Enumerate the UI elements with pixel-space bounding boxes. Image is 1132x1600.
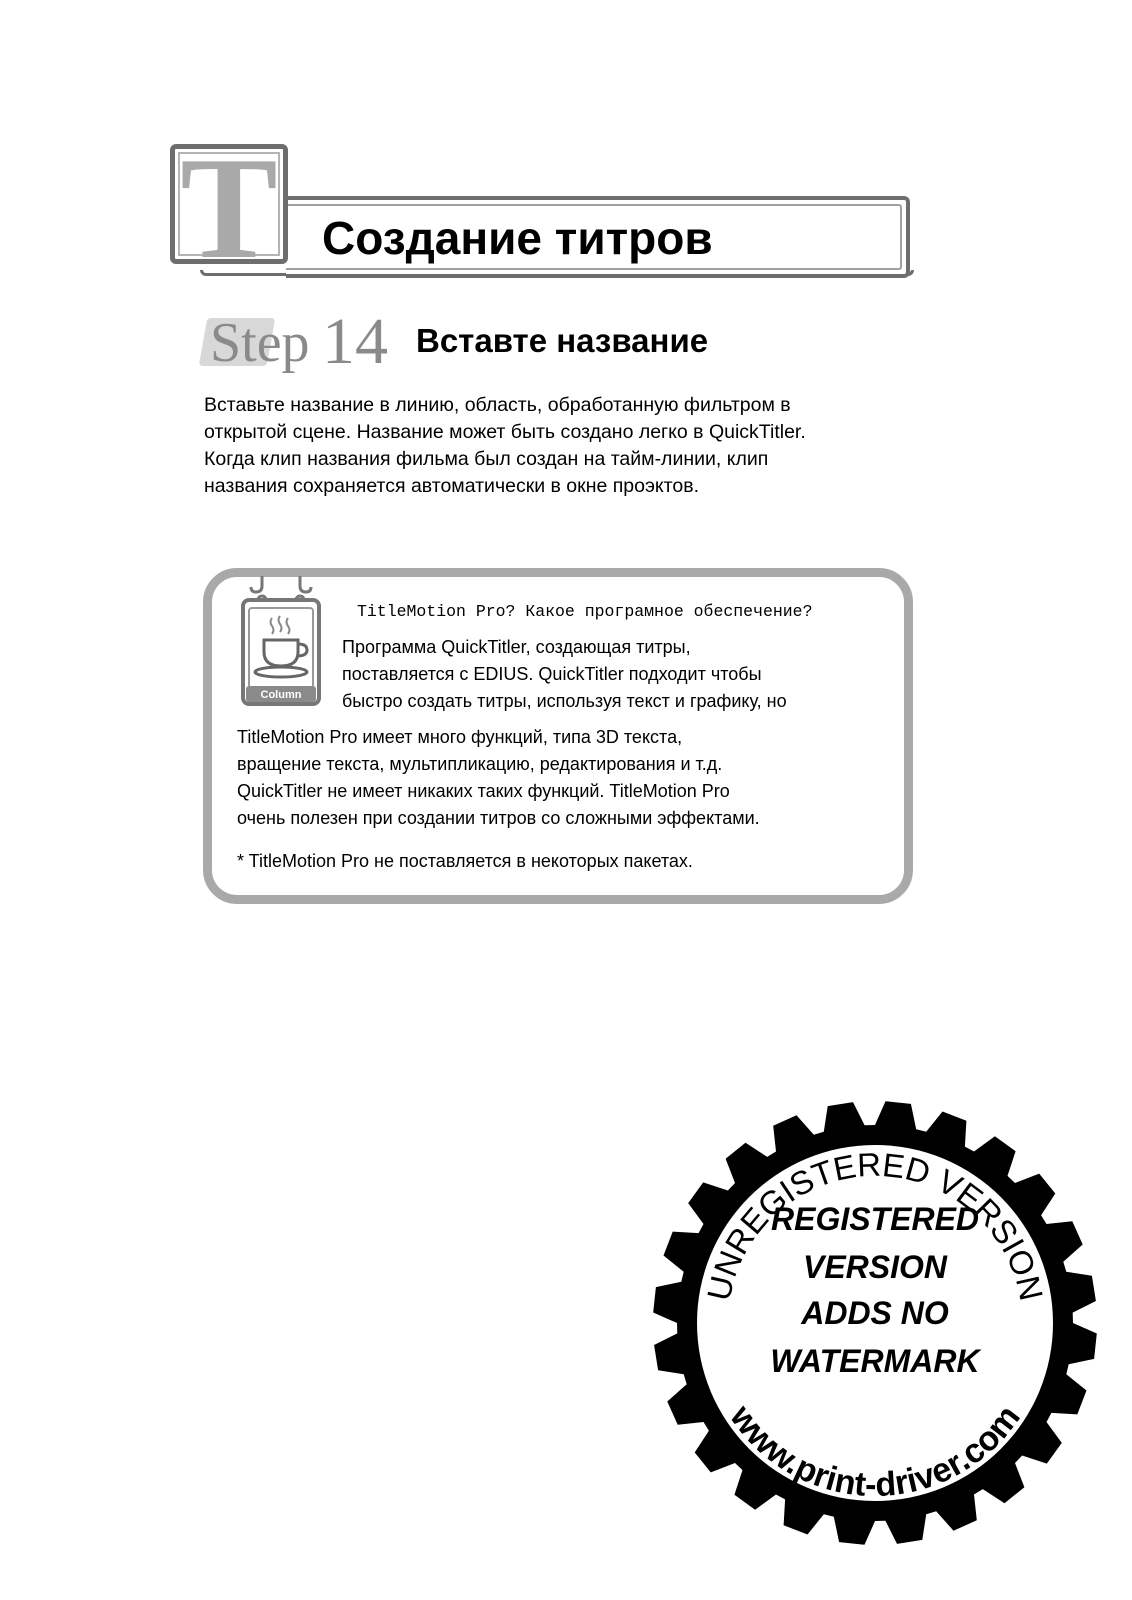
intro-line: Вставьте название в линию, область, обработанную фильтром в: [204, 394, 791, 416]
column-heading: TitleMotion Pro? Какое програмное обеспечение?: [357, 602, 813, 621]
column-body-text: [237, 724, 760, 832]
column-icon-label: Column: [260, 689, 302, 701]
stamp-arc-top: UNREGISTERED VERSION: [699, 1145, 1051, 1304]
step-number: 14: [322, 305, 388, 378]
intro-paragraph: [204, 392, 924, 500]
column-lead-line: быстро создать титры, используя текст и графику, но: [342, 691, 787, 711]
chapter-letter: T: [180, 127, 278, 289]
step-title: Вставте название: [416, 322, 709, 359]
column-lead-text: [342, 634, 787, 715]
column-note: * TitleMotion Pro не поставляется в некоторых пакетах.: [237, 851, 693, 871]
column-lead-line: Программа QuickTitler, создающая титры,: [342, 637, 691, 657]
watermark-stamp: [650, 1098, 1100, 1548]
stamp-line-2: VERSION: [802, 1249, 948, 1285]
chapter-letter-box: [170, 127, 288, 289]
step-label: Step: [210, 312, 310, 374]
intro-line: Когда клип названия фильма был создан на тайм-линии, клип: [204, 448, 769, 470]
stamp-line-1: REGISTERED: [770, 1201, 980, 1237]
intro-line: названия сохраняется автоматически в окне проэктов.: [204, 475, 700, 497]
stamp-line-3: ADDS NO: [801, 1295, 949, 1331]
chapter-title: Создание титров: [322, 212, 713, 264]
intro-line: открытой сцене. Название может быть создано легко в QuickTitler.: [204, 421, 806, 443]
column-body-line: очень полезен при создании титров со сложными эффектами.: [237, 808, 760, 828]
stamp-arc-bottom: www.print-driver.com: [722, 1398, 1028, 1505]
column-body-line: QuickTitler не имеет никаких таких функций. TitleMotion Pro: [237, 781, 730, 801]
column-body-line: TitleMotion Pro имеет много функций, типа 3D текста,: [237, 727, 683, 747]
stamp-line-4: WATERMARK: [770, 1343, 980, 1379]
coffee-cup-icon: [240, 574, 324, 708]
column-lead-line: поставляется с EDIUS. QuickTitler подходит чтобы: [342, 664, 762, 684]
column-body-line: вращение текста, мультипликацию, редактирования и т.д.: [237, 754, 723, 774]
